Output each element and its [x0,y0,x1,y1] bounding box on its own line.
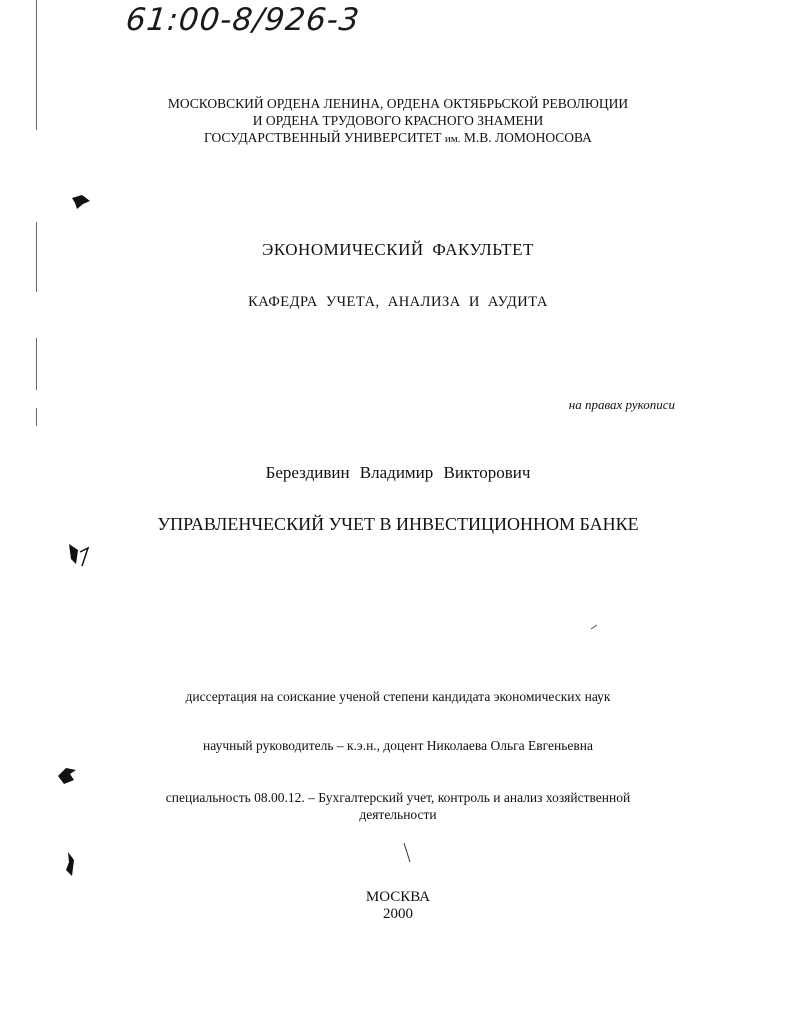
dissertation-degree: диссертация на соискание ученой степени кандидата экономических наук [185,689,611,704]
specialty-line-1: специальность 08.00.12. – Бухгалтерский учет, контроль и анализ хозяйственной [165,790,631,805]
binding-hole-mark [62,850,78,880]
university-line-3-namesake: М.В. ЛОМОНОСОВА [463,130,592,145]
university-line-3-name: ГОСУДАРСТВЕННЫЙ УНИВЕРСИТЕТ [204,130,442,145]
specialty [0,789,796,823]
scientific-advisor: научный руководитель – к.э.н., доцент Николаева Ольга Евгеньевна [203,738,593,753]
archive-stamp: 61:00-8/926-3 [124,2,362,38]
university-line-2: И ОРДЕНА ТРУДОВОГО КРАСНОГО ЗНАМЕНИ [252,113,544,128]
binding-hole-mark [66,542,92,570]
city-year [0,889,796,923]
binding-hole-mark [68,192,94,212]
scan-margin-line [36,338,37,390]
specialty-line-2: деятельности [359,807,437,822]
scan-speck [402,842,412,864]
author-name: Берездивин Владимир Викторович [265,463,531,482]
scan-margin-line [36,408,37,426]
faculty-name: ЭКОНОМИЧЕСКИЙ ФАКУЛЬТЕТ [262,240,534,259]
binding-hole-mark [56,764,80,788]
scan-speck [590,624,598,630]
university-line-3 [0,129,796,148]
thesis-title: УПРАВЛЕНЧЕСКИЙ УЧЕТ В ИНВЕСТИЦИОННОМ БАНКЕ [157,514,639,534]
year: 2000 [383,906,413,922]
city: МОСКВА [365,889,431,905]
university-line-1: МОСКОВСКИЙ ОРДЕНА ЛЕНИНА, ОРДЕНА ОКТЯБРЬСКОЙ РЕВОЛЮЦИИ [167,96,629,111]
university-name [0,95,796,148]
manuscript-note: на правах рукописи [568,397,675,412]
department-name: КАФЕДРА УЧЕТА, АНАЛИЗА И АУДИТА [248,294,548,310]
university-line-3-abbr: им. [444,133,461,145]
